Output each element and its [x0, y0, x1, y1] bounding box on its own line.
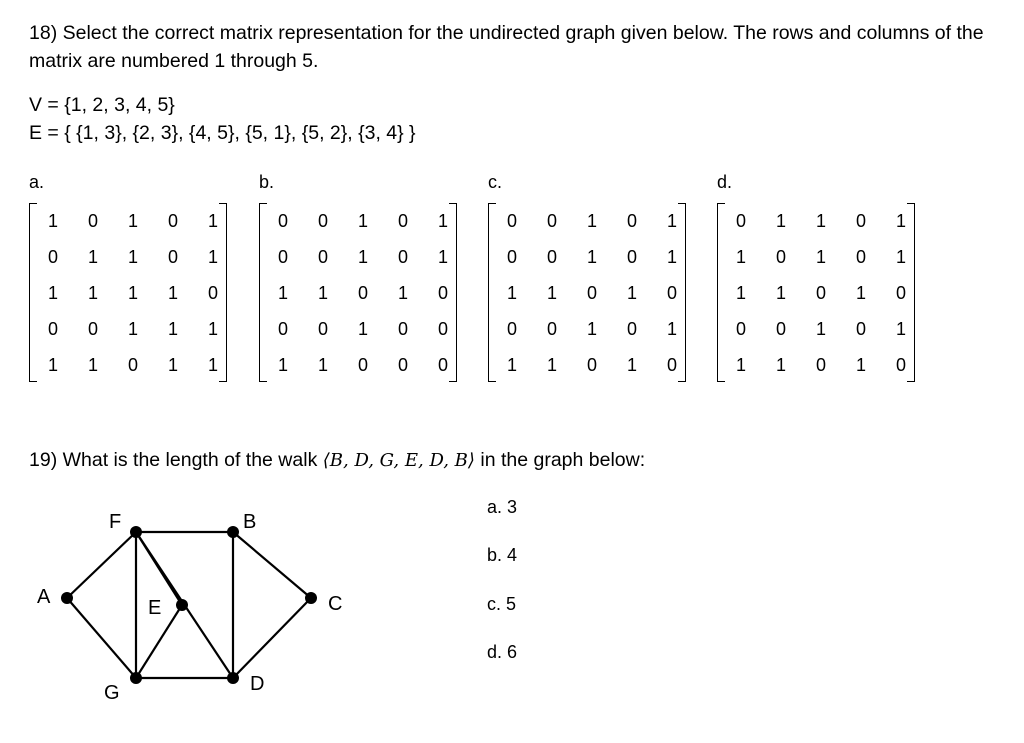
matrix-cell: 1 — [895, 247, 906, 267]
matrix-cell: 1 — [317, 355, 328, 375]
graph-edge-e-f — [136, 532, 182, 605]
matrix-cell: 0 — [855, 247, 866, 267]
matrix-cell: 1 — [127, 247, 138, 267]
matrix-cell: 0 — [87, 319, 98, 339]
matrix-cell: 0 — [815, 355, 826, 375]
question-19-suffix: in the graph below: — [474, 449, 646, 471]
matrix-cell: 1 — [666, 211, 677, 231]
matrix-cell: 0 — [506, 319, 517, 339]
graph-node-label-b: B — [243, 511, 257, 533]
matrix-cell: 0 — [775, 319, 786, 339]
matrix-cell: 1 — [895, 211, 906, 231]
graph-node-c — [305, 592, 317, 604]
edge-set: E = { {1, 3}, {2, 3}, {4, 5}, {5, 1}, {5, 2}, {3, 4} } — [29, 122, 416, 144]
vertex-set: V = {1, 2, 3, 4, 5} — [29, 94, 175, 116]
graph-node-a — [61, 592, 73, 604]
matrix-cell: 1 — [815, 247, 826, 267]
matrix-cell: 1 — [855, 355, 866, 375]
matrix-cell: 1 — [586, 211, 597, 231]
answer-b: b. 4 — [487, 545, 518, 565]
matrix-cell: 0 — [397, 247, 408, 267]
matrix-cell: 0 — [397, 319, 408, 339]
matrix-cell: 0 — [626, 247, 637, 267]
option-b-label: b. — [259, 172, 275, 192]
matrix-cell: 0 — [735, 211, 746, 231]
matrix-cell: 1 — [87, 355, 98, 375]
matrix-cell: 1 — [207, 211, 218, 231]
graph-node-f — [130, 526, 142, 538]
matrix-cell: 0 — [437, 355, 448, 375]
answer-c: c. 5 — [487, 594, 517, 614]
matrix-cell: 1 — [815, 211, 826, 231]
matrix-cell: 1 — [586, 319, 597, 339]
matrix-cell: 1 — [207, 355, 218, 375]
matrix-cell: 1 — [626, 283, 637, 303]
matrix-cell: 0 — [586, 283, 597, 303]
matrix-cell: 1 — [546, 283, 557, 303]
matrix-cell: 1 — [127, 211, 138, 231]
matrix-cell: 0 — [277, 319, 288, 339]
question-18-text: 18) Select the correct matrix representation for the undirected graph given below. The rows and columns of the matrix are numbered 1 through 5. — [29, 22, 984, 72]
matrix-cell: 0 — [357, 355, 368, 375]
matrix-cell: 0 — [167, 211, 178, 231]
matrix-cell: 1 — [167, 283, 178, 303]
matrix-cell: 1 — [127, 319, 138, 339]
matrix-cell: 1 — [815, 319, 826, 339]
graph-edge-a-g — [67, 598, 136, 678]
matrix-cell: 1 — [127, 283, 138, 303]
matrix-cell: 0 — [895, 355, 906, 375]
graph-edge-c-d — [233, 598, 311, 678]
matrix-cell: 1 — [87, 247, 98, 267]
graph-node-d — [227, 672, 239, 684]
graph-node-label-c: C — [328, 593, 343, 615]
matrix-cell: 1 — [626, 355, 637, 375]
matrix-cell: 1 — [87, 283, 98, 303]
graph-edge-a-f — [67, 532, 136, 598]
matrix-cell: 0 — [397, 355, 408, 375]
matrix-cell: 1 — [586, 247, 597, 267]
matrix-cell: 0 — [626, 211, 637, 231]
matrix-cell: 1 — [207, 319, 218, 339]
answer-a: a. 3 — [487, 497, 518, 517]
matrix-cell: 0 — [546, 319, 557, 339]
matrix-cell: 1 — [167, 319, 178, 339]
matrix-cell: 0 — [317, 319, 328, 339]
matrix-cell: 1 — [167, 355, 178, 375]
graph-node-label-d: D — [250, 673, 265, 695]
matrix-cell: 1 — [735, 247, 746, 267]
matrix-cell: 1 — [775, 283, 786, 303]
matrix-cell: 0 — [47, 319, 58, 339]
graph-node-label-f: F — [109, 511, 122, 533]
matrix-cell: 0 — [437, 319, 448, 339]
graph-edge-b-c — [233, 532, 311, 598]
graph-node-e — [176, 599, 188, 611]
matrix-cell: 1 — [277, 283, 288, 303]
matrix-cell: 1 — [735, 283, 746, 303]
matrix-cell: 0 — [666, 283, 677, 303]
matrix-cell: 0 — [855, 211, 866, 231]
matrix-cell: 1 — [277, 355, 288, 375]
graph-node-g — [130, 672, 142, 684]
graph-node-label-g: G — [104, 682, 120, 704]
matrix-cell: 0 — [317, 211, 328, 231]
matrix-cell: 0 — [546, 211, 557, 231]
matrix-cell: 0 — [87, 211, 98, 231]
matrix-cell: 0 — [207, 283, 218, 303]
matrix-cell: 1 — [666, 247, 677, 267]
matrix-cell: 0 — [47, 247, 58, 267]
matrix-cell: 0 — [855, 319, 866, 339]
matrix-cell: 1 — [397, 283, 408, 303]
matrix-cell: 1 — [546, 355, 557, 375]
matrix-cell: 1 — [775, 211, 786, 231]
graph-node-label-e: E — [148, 597, 162, 619]
matrix-cell: 0 — [626, 319, 637, 339]
matrix-cell: 0 — [586, 355, 597, 375]
matrix-cell: 0 — [775, 247, 786, 267]
matrix-cell: 1 — [437, 211, 448, 231]
matrix-cell: 0 — [317, 247, 328, 267]
matrix-cell: 0 — [666, 355, 677, 375]
matrix-cell: 0 — [357, 283, 368, 303]
option-a-label: a. — [29, 172, 45, 192]
matrix-cell: 0 — [277, 211, 288, 231]
matrix-cell: 1 — [437, 247, 448, 267]
matrix-cell: 0 — [506, 247, 517, 267]
question-19-prefix: 19) What is the length of the walk — [29, 449, 323, 471]
matrix-cell: 0 — [167, 247, 178, 267]
matrix-cell: 1 — [47, 355, 58, 375]
matrix-cell: 1 — [317, 283, 328, 303]
answer-d: d. 6 — [487, 642, 518, 662]
matrix-cell: 1 — [506, 283, 517, 303]
matrix-cell: 1 — [855, 283, 866, 303]
matrix-cell: 1 — [666, 319, 677, 339]
matrix-cell: 1 — [47, 211, 58, 231]
matrix-cell: 0 — [735, 319, 746, 339]
graph-node-label-a: A — [37, 586, 51, 608]
option-c-label: c. — [488, 172, 503, 192]
matrix-cell: 0 — [437, 283, 448, 303]
matrix-cell: 0 — [506, 211, 517, 231]
matrix-cell: 1 — [895, 319, 906, 339]
matrix-cell: 1 — [357, 247, 368, 267]
matrix-cell: 0 — [546, 247, 557, 267]
matrix-cell: 1 — [357, 211, 368, 231]
matrix-cell: 0 — [815, 283, 826, 303]
option-d-label: d. — [717, 172, 733, 192]
matrix-cell: 1 — [207, 247, 218, 267]
matrix-cell: 1 — [735, 355, 746, 375]
graph-node-b — [227, 526, 239, 538]
matrix-cell: 1 — [47, 283, 58, 303]
matrix-cell: 1 — [775, 355, 786, 375]
walk-notation: ⟨B, D, G, E, D, B⟩ — [322, 450, 475, 471]
matrix-cell: 1 — [506, 355, 517, 375]
matrix-cell: 1 — [357, 319, 368, 339]
matrix-cell: 0 — [127, 355, 138, 375]
matrix-cell: 0 — [895, 283, 906, 303]
matrix-cell: 0 — [277, 247, 288, 267]
matrix-cell: 0 — [397, 211, 408, 231]
